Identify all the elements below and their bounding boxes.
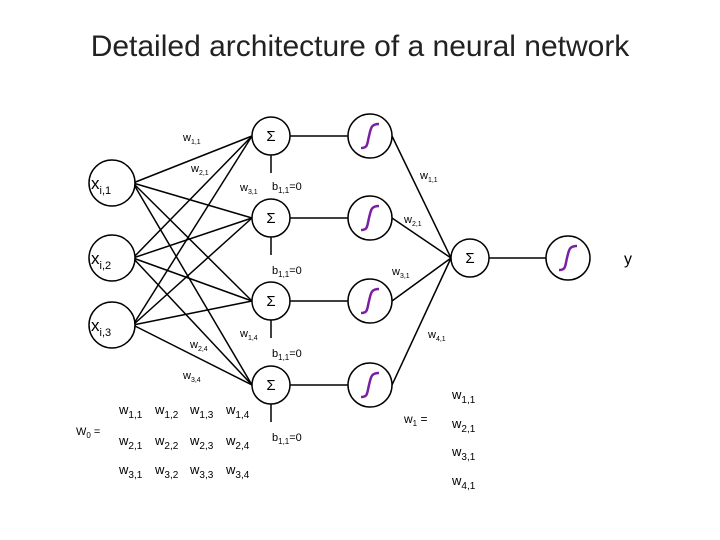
matrix-w0-cell-1-3: $w_{1,3}$ [190,402,214,421]
input-label-1: $x_{i,1}$ [91,174,112,197]
page-title: Detailed architecture of a neural network [90,30,630,63]
out-weight-label-3: $w_{3,1}$ [392,266,410,280]
edge-x2-h1 [133,136,252,258]
out-weight-label-1: $w_{1,1}$ [420,170,438,184]
input-label-3: $x_{i,3}$ [91,316,112,339]
matrix-w0-cell-3-4: $w_{3,4}$ [226,462,250,481]
out-weight-label-2: $w_{2,1}$ [404,214,422,228]
sum-node-3-symbol: Σ [266,293,276,310]
matrix-w1-cell-2: $w_{2,1}$ [452,416,476,435]
edge-weight-label-2: $w_{2,1}$ [191,163,209,177]
input-label-2: $x_{i,2}$ [91,249,112,272]
matrix-w1-cell-4: $w_{4,1}$ [452,473,476,492]
edge-x2-h3 [133,258,252,301]
output-label: y [624,251,632,268]
bias-label-3: $b_{1,1}=0$ [272,348,302,362]
edge-weight-label-1: $w_{1,1}$ [183,132,201,146]
matrix-w0-cell-1-1: $w_{1,1}$ [119,402,143,421]
sum-node-2-symbol: Σ [266,210,276,227]
sum-node-1-symbol: Σ [266,128,276,145]
matrix-w1-cell-1: $w_{1,1}$ [452,387,476,406]
matrix-w0-cell-1-4: $w_{1,4}$ [226,402,250,421]
edge-h1-out [392,136,451,258]
matrix-w1-name: $w_1$ = [404,412,428,428]
matrix-w0-cell-2-4: $w_{2,4}$ [226,433,250,452]
matrix-w0-cell-2-2: $w_{2,2}$ [155,433,179,452]
bias-label-2: $b_{1,1}=0$ [272,265,302,279]
matrix-w0-cell-3-3: $w_{3,3}$ [190,462,214,481]
edge-x3-h2 [133,218,252,325]
bias-label-1: $b_{1,1}=0$ [272,181,302,195]
sum-node-4-symbol: Σ [266,377,276,394]
edge-x2-h2 [133,218,252,258]
edge-weight-label-4: $w_{1,4}$ [240,328,258,342]
matrix-w0-name: $W_0$ = [76,426,101,440]
matrix-w0-cell-3-1: $w_{3,1}$ [119,462,143,481]
matrix-w1-cell-3: $w_{3,1}$ [452,444,476,463]
edge-weight-label-6: $w_{3,4}$ [183,370,201,384]
out-weight-label-4: $w_{4,1}$ [428,329,446,343]
edge-weight-label-5: $w_{2,4}$ [190,339,208,353]
matrix-w0-cell-3-2: $w_{3,2}$ [155,462,179,481]
nodes-layer [89,114,590,407]
matrix-w0-cell-2-3: $w_{2,3}$ [190,433,214,452]
bias-label-4: $b_{1,1}=0$ [272,432,302,446]
matrix-w0-cell-1-2: $w_{1,2}$ [155,402,179,421]
matrix-w0-cell-2-1: $w_{2,1}$ [119,433,143,452]
output-sum-node-symbol: Σ [465,250,475,267]
edge-weight-label-3: $w_{3,1}$ [240,182,258,196]
